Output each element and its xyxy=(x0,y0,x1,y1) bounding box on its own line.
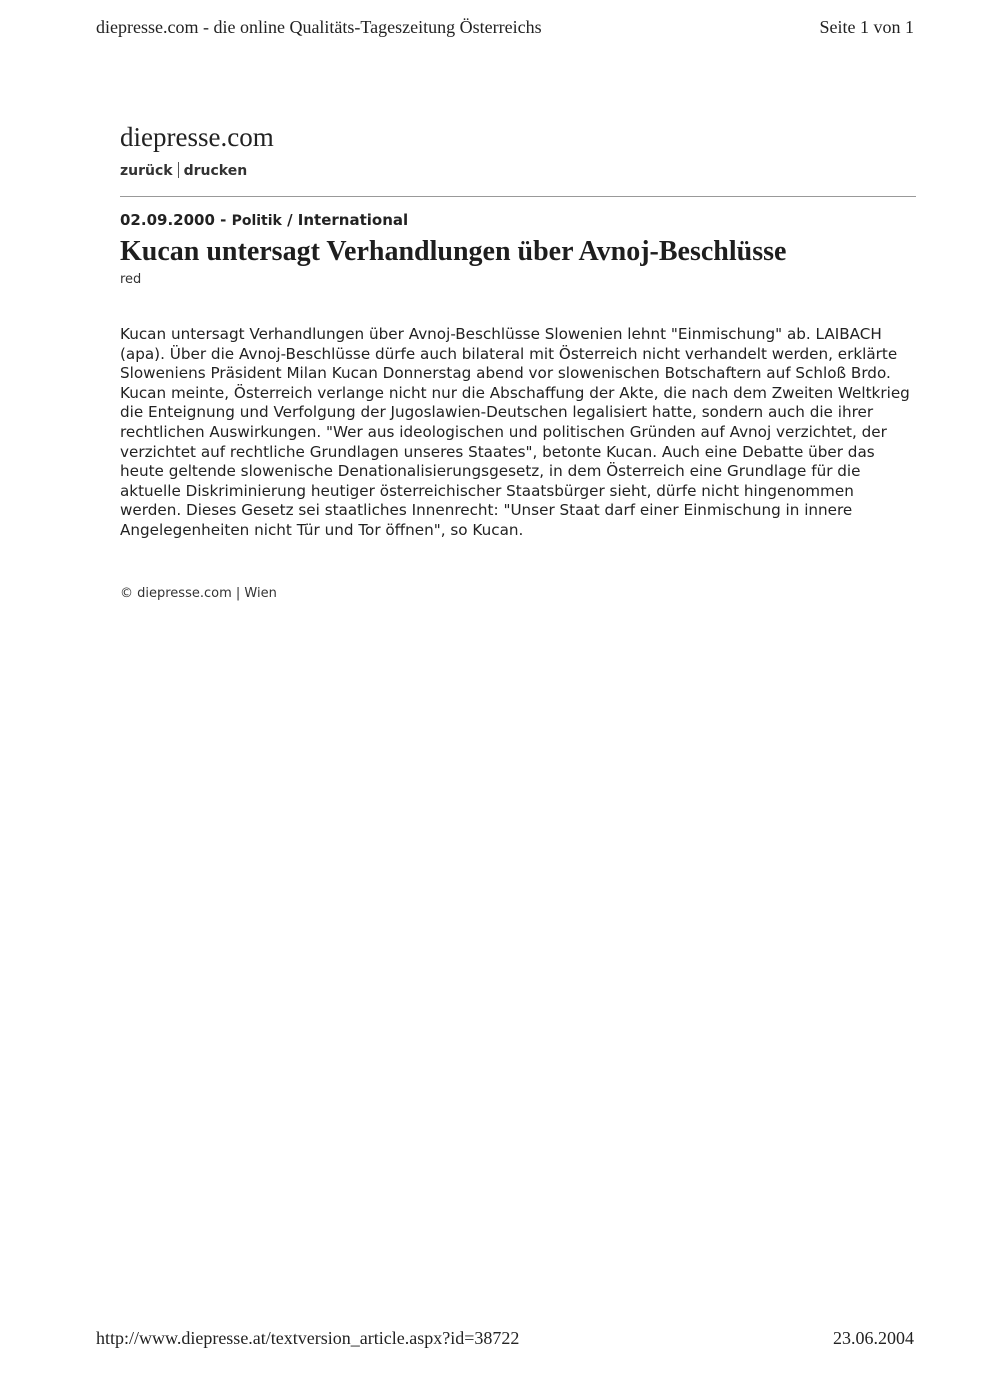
article-body: Kucan untersagt Verhandlungen über Avnoj-Beschlüsse Slowenien lehnt "Einmischung" ab. LAIBACH (apa). Über die Avnoj-Beschlüsse dürfe auch bilateral mit Österreich nicht verhandelt werden, erklärte Sloweniens Präsident Milan Kucan Donnerstag abend vor slowenischen Botschaftern auf Schloß Brdo. Kucan meinte, Österreich verlange nicht nur die Abschaffung der Akte, die nach dem Zweiten Weltkrieg die Enteignung und Verfolgung der Jugoslawien-Deutschen legalisiert hatte, sondern auch die ihrer rechtlichen Auswirkungen. "Wer aus ideologischen und politischen Gründen auf Avnoj verzichtet, der verzichtet auf rechtliche Grundlagen unseres Staates", betonte Kucan. Auch eine Debatte über das heute geltende slowenische Denationalisierungsgesetz, in dem Österreich eine Grundlage für die aktuelle Diskriminierung heutiger österreichischer Staatsbürger sieht, dürfe nicht hingenommen werden. Dieses Gesetz sei staatliches Innenrecht: "Unser Staat darf einer Einmischung in innere Angelegenheiten nicht Tür und Tor öffnen", so Kucan. xyxy=(120,325,910,539)
article-date: 02.09.2000 xyxy=(120,211,215,229)
article-headline: Kucan untersagt Verhandlungen über Avnoj-Beschlüsse xyxy=(120,236,787,267)
print-url: http://www.diepresse.at/textversion_article.aspx?id=38722 xyxy=(96,1328,520,1348)
print-page-title: diepresse.com - die online Qualitäts-Tageszeitung Österreichs xyxy=(96,17,542,37)
article-author: red xyxy=(120,272,142,287)
site-title: diepresse.com xyxy=(120,122,274,152)
article-section: Politik xyxy=(231,213,282,229)
article-meta xyxy=(120,210,408,229)
article-subsection: International xyxy=(297,211,409,229)
back-link[interactable]: zurück xyxy=(120,163,173,179)
print-header xyxy=(96,17,914,38)
print-link[interactable]: drucken xyxy=(183,163,248,179)
article-copyright: © diepresse.com | Wien xyxy=(120,586,277,601)
nav-divider xyxy=(178,162,179,178)
meta-separator: - xyxy=(214,211,232,229)
print-footer xyxy=(96,1328,914,1349)
site-nav xyxy=(120,162,247,179)
print-page-count: Seite 1 von 1 xyxy=(819,17,914,37)
header-divider xyxy=(120,196,916,197)
section-separator: / xyxy=(281,211,298,229)
print-date: 23.06.2004 xyxy=(833,1328,914,1348)
